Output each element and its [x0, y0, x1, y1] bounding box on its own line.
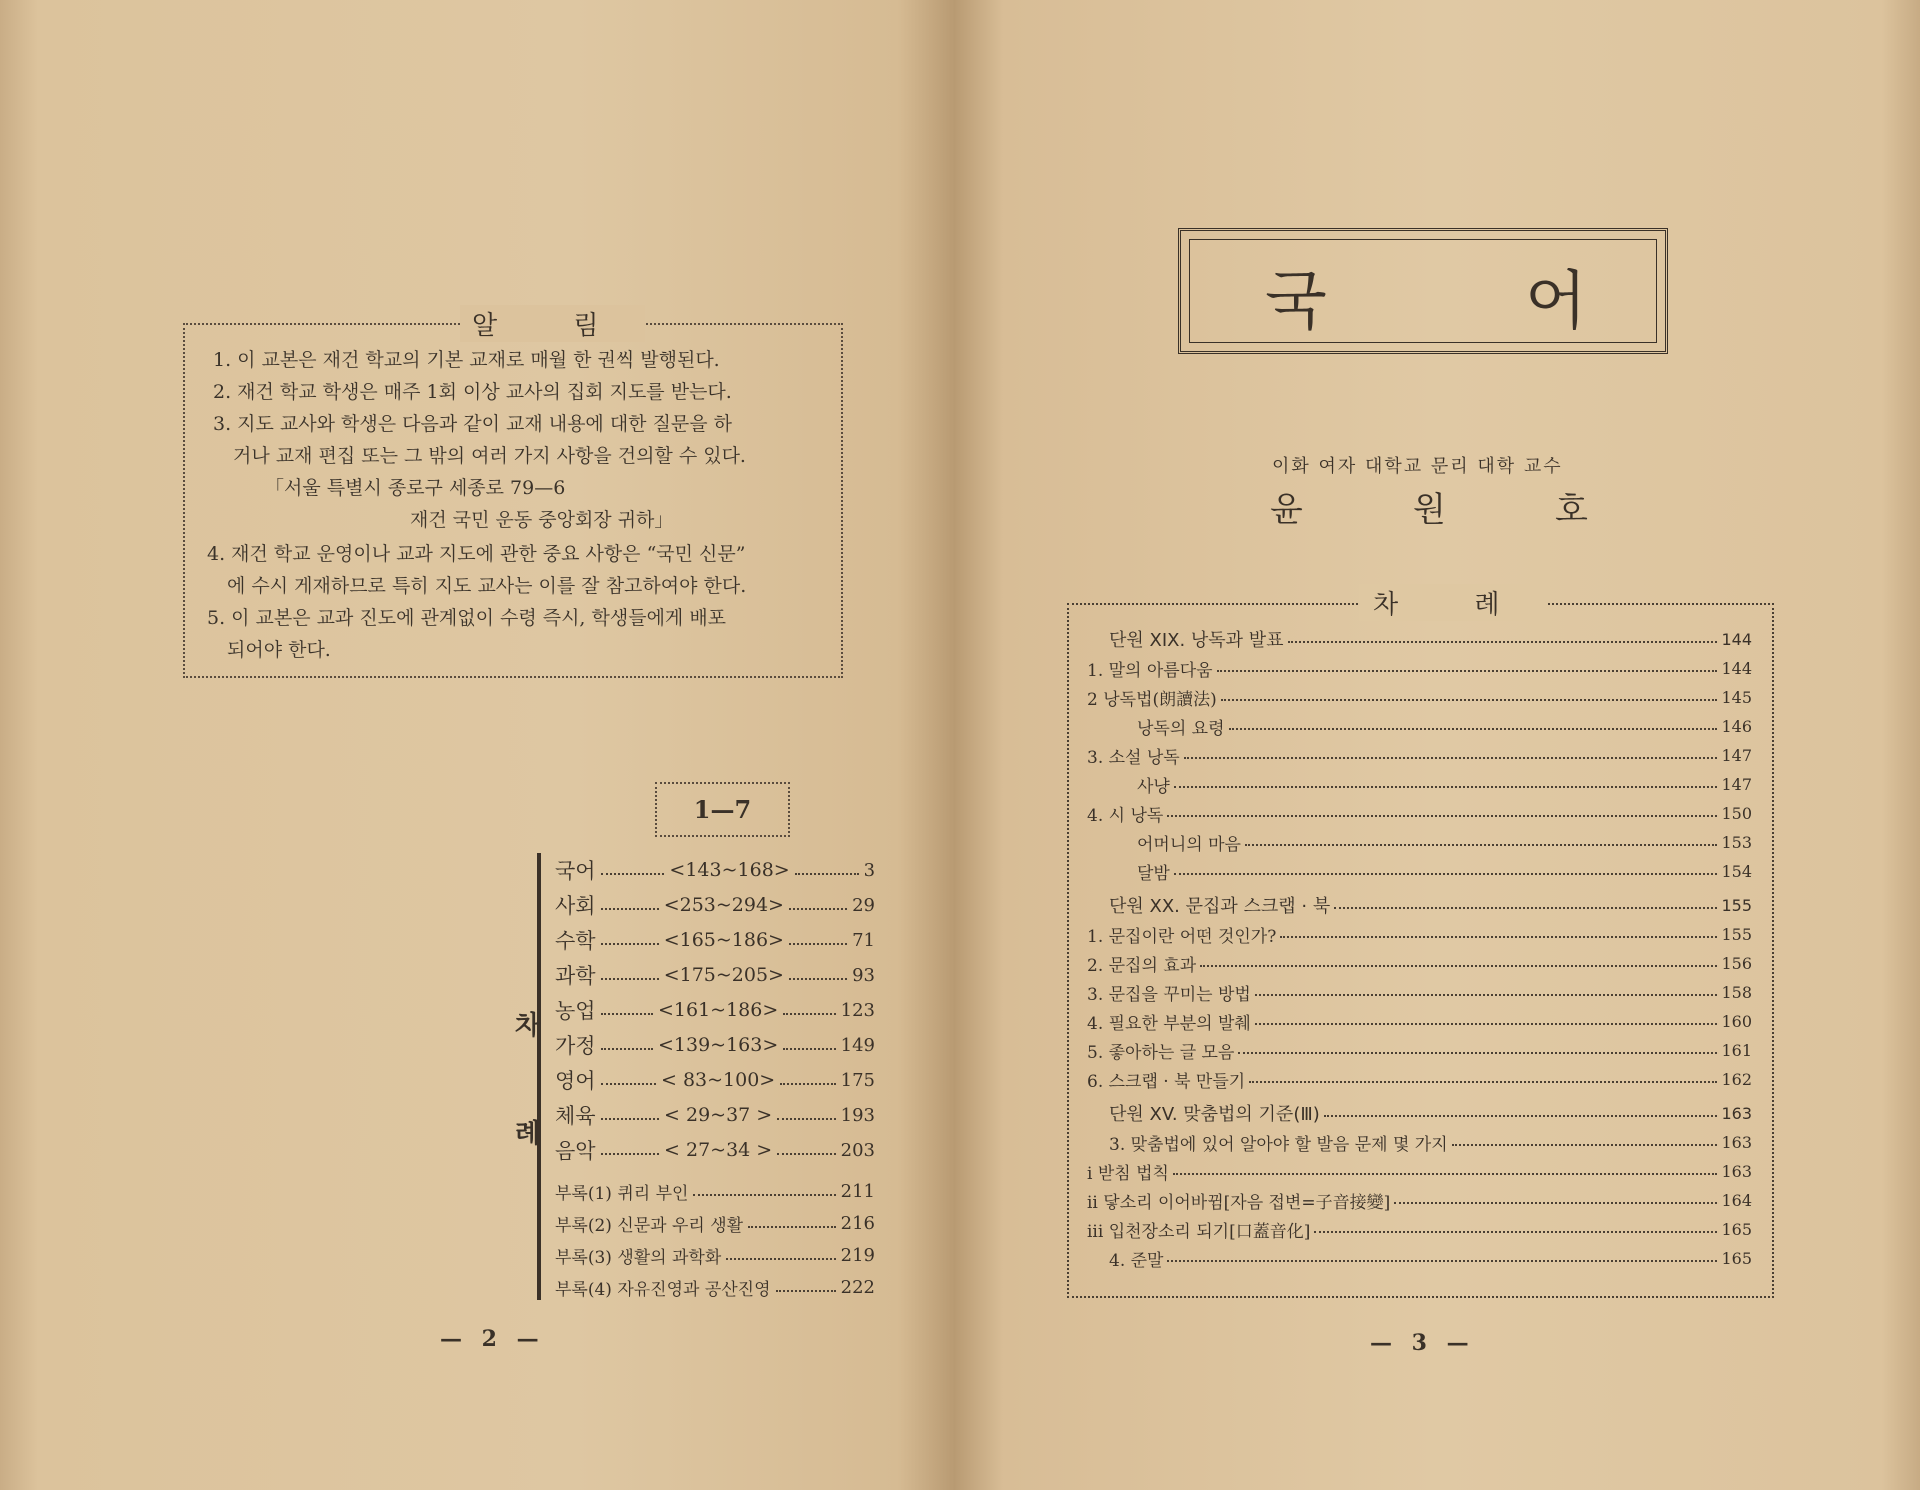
title-char: 국	[1265, 265, 1327, 339]
contents-row: 단원 XX. 문집과 스크랩 · 북 155	[1109, 895, 1752, 917]
toc-row: 가정 <139~163> 149	[555, 1034, 876, 1058]
contents-row: 1. 문집이란 어떤 것인가? 155	[1087, 924, 1752, 947]
author-name-char: 윤	[1270, 490, 1303, 530]
notice-line: 에 수시 게재하므로 특히 지도 교사는 이를 잘 참고하여야 한다.	[227, 575, 747, 597]
notice-line: 「서울 특별시 종로구 세종로 79—6	[265, 477, 566, 499]
toc-side-label: 례	[515, 1119, 541, 1149]
contents-row: 3. 문집을 꾸미는 방법 158	[1087, 982, 1752, 1005]
notice-line: 2. 재건 학교 학생은 매주 1회 이상 교사의 집회 지도를 받는다.	[213, 381, 732, 403]
notice-line: 3. 지도 교사와 학생은 다음과 같이 교재 내용에 대한 질문을 하	[213, 413, 733, 435]
title-char: 어	[1525, 265, 1587, 339]
toc-appendix-row: 부록(2) 신문과 우리 생활 216	[555, 1212, 875, 1236]
contents-row: iii 입천장소리 되기[口蓋音化] 165	[1087, 1219, 1752, 1242]
toc-side-label: 차	[515, 1011, 541, 1041]
left-page	[0, 0, 955, 1490]
contents-row: 달밤 154	[1137, 861, 1752, 884]
contents-row: ii 닿소리 이어바뀜[자음 접변=子音接變] 164	[1087, 1190, 1752, 1213]
toc-row: 음악 < 27~34 > 203	[555, 1139, 876, 1163]
contents-row: 4. 필요한 부분의 발췌 160	[1087, 1011, 1752, 1034]
notice-box	[183, 311, 843, 678]
notice-line: 되어야 한다.	[227, 639, 331, 661]
toc-row: 과학 <175~205> 93	[555, 964, 875, 988]
volume-label: 1—7	[655, 782, 790, 837]
notice-line: 재건 국민 운동 중앙회장 귀하」	[410, 509, 674, 531]
contents-row: 단원 XV. 맞춤법의 기준(Ⅲ) 163	[1109, 1103, 1752, 1125]
author-name-char: 원	[1413, 490, 1446, 530]
toc-appendix-row: 부록(3) 생활의 과학화 219	[555, 1244, 875, 1268]
contents-row: 어머니의 마음 153	[1137, 832, 1752, 855]
notice-title: 알 림	[460, 305, 645, 342]
toc-row: 사회 <253~294> 29	[555, 894, 875, 918]
toc-row: 체육 < 29~37 > 193	[555, 1104, 876, 1128]
contents-row: 2 낭독법(朗讀法) 145	[1087, 687, 1752, 710]
toc-row: 수학 <165~186> 71	[555, 929, 875, 953]
right-page	[955, 0, 1920, 1490]
page-number: — 2 —	[440, 1326, 545, 1352]
contents-row: 1. 말의 아름다움 144	[1087, 658, 1752, 681]
author-affiliation: 이화 여자 대학교 문리 대학 교수	[1272, 456, 1563, 477]
contents-row: 사냥 147	[1137, 774, 1752, 797]
contents-title: 차 례	[1359, 584, 1548, 621]
contents-row: 낭독의 요령 146	[1137, 716, 1752, 739]
toc-row: 국어 <143~168> 3	[555, 859, 876, 883]
contents-row: 5. 좋아하는 글 모음 161	[1087, 1040, 1752, 1063]
toc-appendix-row: 부록(1) 퀴리 부인 211	[555, 1180, 875, 1204]
contents-row: 단원 XIX. 낭독과 발표 144	[1109, 629, 1752, 651]
notice-line: 4. 재건 학교 운영이나 교과 지도에 관한 중요 사항은 “국민 신문”	[207, 543, 746, 565]
contents-row: 3. 소설 낭독 147	[1087, 745, 1752, 768]
author-name-char: 호	[1555, 490, 1588, 530]
contents-row: i 받침 법칙 163	[1087, 1161, 1752, 1184]
contents-row: 2. 문집의 효과 156	[1087, 953, 1752, 976]
notice-line: 1. 이 교본은 재건 학교의 기본 교재로 매월 한 권씩 발행된다.	[213, 349, 720, 371]
notice-line: 거나 교재 편집 또는 그 밖의 여러 가지 사항을 건의할 수 있다.	[233, 445, 746, 467]
contents-row: 4. 준말 165	[1109, 1248, 1752, 1271]
contents-row: 4. 시 낭독 150	[1087, 803, 1752, 826]
notice-line: 5. 이 교본은 교과 진도에 관계없이 수령 즉시, 학생들에게 배포	[207, 607, 727, 629]
page-number: — 3 —	[1370, 1330, 1475, 1356]
toc-side-bar	[537, 853, 541, 1300]
contents-row: 3. 맞춤법에 있어 알아야 할 발음 문제 몇 가지 163	[1109, 1132, 1752, 1155]
contents-row: 6. 스크랩 · 북 만들기 162	[1087, 1069, 1752, 1092]
title-box	[1178, 228, 1668, 354]
contents-box	[1067, 590, 1774, 1298]
toc-row: 영어 < 83~100> 175	[555, 1069, 875, 1093]
toc-row: 농업 <161~186> 123	[555, 999, 876, 1023]
toc-appendix-row: 부록(4) 자유진영과 공산진영 222	[555, 1276, 875, 1300]
